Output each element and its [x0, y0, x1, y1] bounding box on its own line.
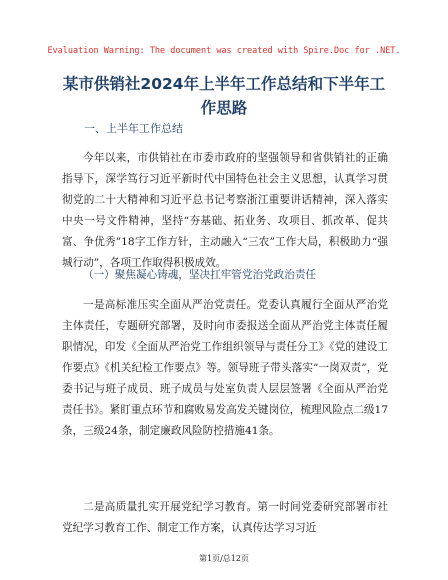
- page-number-footer: 第1页/总12页: [199, 554, 249, 563]
- subsection-heading: （一）聚焦凝心铸魂，坚决扛牢管党治党政治责任: [83, 269, 317, 281]
- paragraph: 一是高标准压实全面从严治党责任。党委认真履行全面从严治党主体责任，专题研究部署，及时向市委报送全面从严治党主体责任履职情况，印发《全面从严治党工作组织领导与责任分工》《党的建设工作要点》《机关纪检工作要点》等。领导班子带头落实“一岗双责”，党委书记与班子成员、班子成员与处室负责人层层签署《全面从严治党责任书》。紧盯重点环节和腐败易发高发关键岗位，梳理风险点二级17条，三级24条，制定廉政风险防控措施41条。: [62, 299, 388, 437]
- paragraph: 今年以来，市供销社在市委市政府的坚强领导和省供销社的正确指导下，深学笃行习近平新时代中国特色社会主义思想，认真学习贯彻党的二十大精神和习近平总书记考察浙江重要讲话精神，深入落实中央一号文件精神，坚持“夯基础、拓业务、攻项目、抓改革、促共富、争优秀”18字工作方针，主动融入“三农”工作大局，积极助力“强城行动”，各项工作取得积极成效。: [62, 152, 388, 269]
- document-title: 某市供销社2024年上半年工作总结和下半年工作思路: [62, 75, 386, 117]
- paragraph: 二是高质量扎实开展党纪学习教育。第一时间党委研究部署市社党纪学习教育工作、制定工作方案，认真传达学习习近: [62, 501, 388, 534]
- section-heading: 一、上半年工作总结: [84, 122, 183, 135]
- evaluation-warning: Evaluation Warning: The document was created with Spire.Doc for .NET.: [47, 46, 401, 56]
